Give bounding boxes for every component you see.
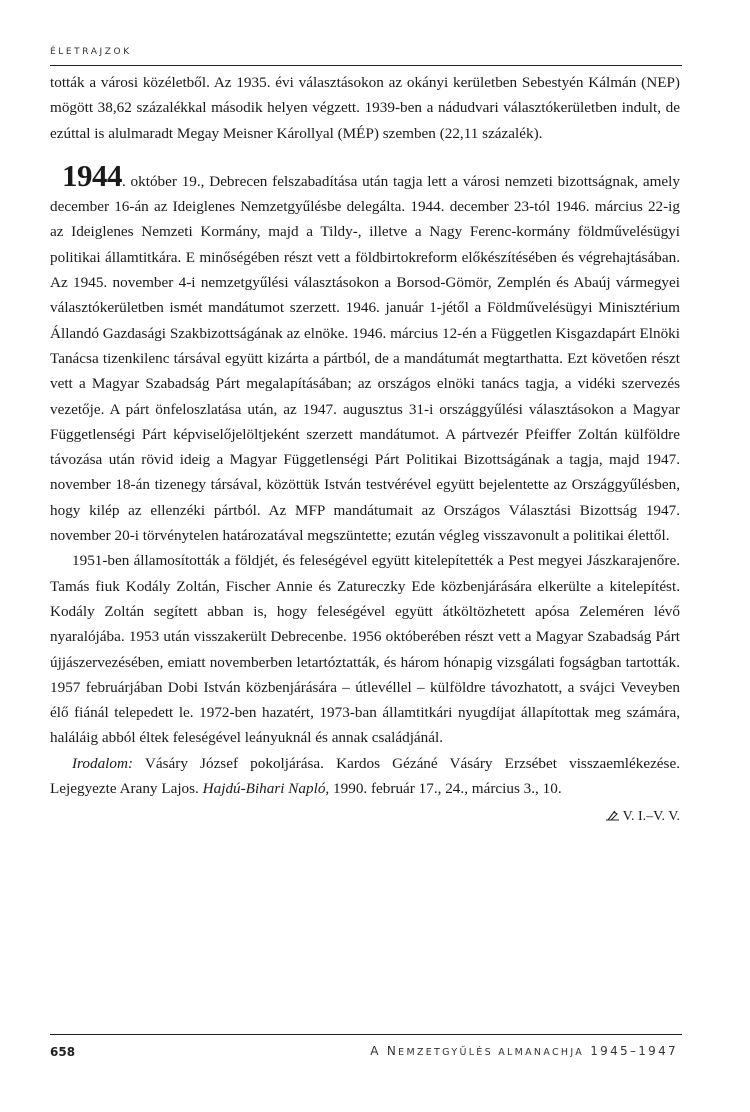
book-title-years: 1945–1947 — [584, 1044, 678, 1058]
pen-hand-icon — [605, 805, 620, 816]
year-heading: 1944 — [62, 157, 122, 193]
footer-rule — [50, 1034, 682, 1035]
running-head: ÉLETRAJZOK — [50, 47, 132, 57]
author-signature — [50, 804, 680, 829]
literature-label: Irodalom: — [72, 754, 134, 772]
signature-initials: V. I.–V. V. — [622, 809, 680, 825]
paragraph-1944-text: . október 19., Debrecen felszabadítása után tagja lett a városi nemzeti bizottságnak, amely december 16-án az Ideiglenes Nemzetgyűlésbe delegálta. 1944. december 23-tól 1946. március 22-ig az Ideiglenes Nemzeti Kormány, majd a Tildy-, illetve a Nagy Ferenc-kormány földművelésügyi politikai államtitkára. E minőségében részt vett a földbirtokreform előkészítésében és végrehajtásában. Az 1945. november 4-i nemzetgyűlési választásokon a Borsod-Gömör, Zemplén és Abaúj vármegyei választókerületben ismét mandátumot szerzett. 1946. január 1-jétől a Földművelésügyi Minisztérium Állandó Gazdasági Szakbizottságának az elnöke. 1946. március 12-én a Független Kisgazdapárt Elnöki Tanácsa tizenkilenc társával együtt kizárta a pártból, de a mandátumát megtarthatta. Ezt követően részt vett a Magyar Szabadság Párt megalapításában; az országos elnöki tanács tagja, a vidéki szervezés vezetője. A párt önfeloszlatása után, az 1947. augusztus 31-i országgyűlési választásokon a Magyar Függetlenségi Párt képviselőjelöltjeként szerzett mandátumot. A pártvezér Pfeiffer Zoltán külföldre távozása után rövid ideig a Magyar Függetlenségi Párt Politikai Bizottságának a tagja, majd 1947. november 18-án tizenegy társával, közöttük István testvérével együtt bejelentette az Országgyűlésben, hogy kilép az ellenzéki pártból. Az MFP mandátumait az Országos Választási Bizottság 1947. november 20-i törvénytelen határozatával megszüntette; ezután végleg visszavonult a politikai élettől. — [50, 172, 680, 545]
book-title-smallcaps: EMZETGYŰLÉS ALMANACHJA — [398, 1047, 585, 1058]
paragraph-1944 — [50, 157, 680, 548]
book-title-start: A N — [370, 1044, 399, 1058]
literature-journal: Hajdú-Bihari Napló, — [202, 780, 330, 798]
header-rule — [50, 65, 682, 66]
page-number: 658 — [50, 1045, 76, 1059]
biography-text — [50, 70, 680, 830]
paragraph-1951: 1951-ben államosították a földjét, és feleségével együtt kitelepítették a Pest megyei Jászkarajenőre. Tamás fiuk Kodály Zoltán, Fischer Annie és Zatureczky Ede közbenjárására elkerülte a kitelepítést. Kodály Zoltán segített abban is, hogy feleségével együtt átköltözhetett apósa Zeleméren lévő nyaralójába. 1953 után visszakerült Debrecenbe. 1956 októberében részt vett a Magyar Szabadság Párt újjászervezésében, emiatt novemberben letartóztatták, és három hónapig vizsgálati fogságban tartották. 1957 februárjában Dobi István közbenjárására – útlevéllel – külföldre távozhatott, a svájci Veveyben élő fiánál telepedett le. 1972-ben hazatért, 1973-ban államtitkári nyugdíjat állapítottak meg számára, haláláig abból éltek feleségével leányuknál és annak családjánál. — [50, 552, 680, 747]
paragraph-continuation: tották a városi közéletből. Az 1935. évi választásokon az okányi kerületben Sebestyén Kálmán (NEP) mögött 38,62 százalékkal második helyen végzett. 1939-ben a nádudvari választókerületben indult, de ezúttal is alulmaradt Megay Meisner Károllyal (MÉP) szemben (22,11 százalék). — [50, 74, 680, 142]
literature-paragraph — [50, 751, 680, 802]
literature-text-2: 1990. február 17., 24., március 3., 10. — [329, 780, 562, 798]
book-title — [370, 1044, 678, 1058]
literature-text-1: Vásáry József pokoljárása. Kardos Gézáné Vásáry Erzsébet visszaemlékezése. Lejegyezte Arany Lajos. — [50, 754, 680, 798]
